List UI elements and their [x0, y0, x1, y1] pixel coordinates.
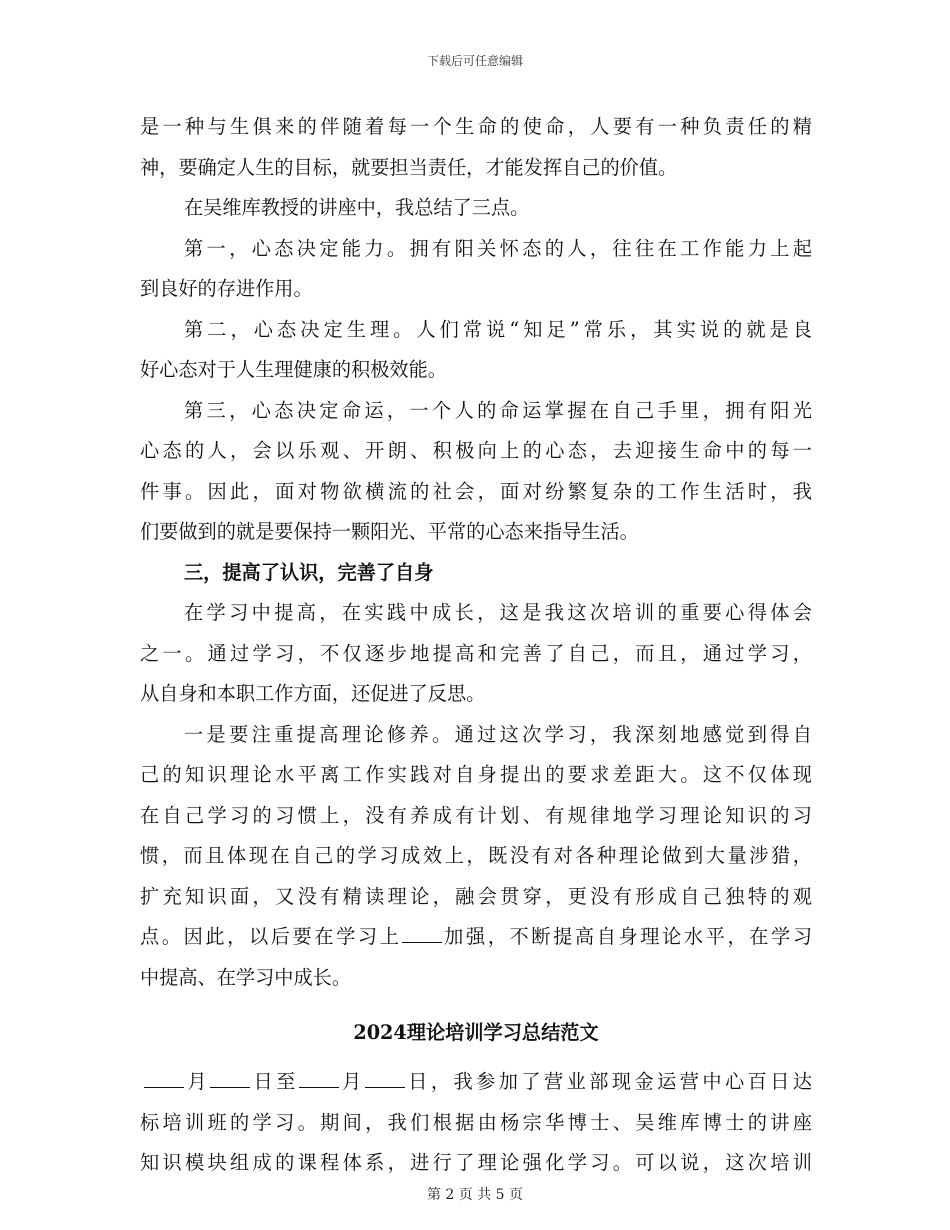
date-line — [140, 1062, 812, 1103]
text-line-with-blank — [140, 917, 812, 958]
text-line: 是一种与生俱来的伴随着每一个生命的使命，人要有一种负责任的精 — [140, 115, 812, 138]
fill-in-blank — [365, 1071, 405, 1088]
section-title: 2024理论培训学习总结范文 — [353, 1021, 599, 1044]
text-line: 在学习中提高，在实践中成长，这是我这次培训的重要心得体会 — [184, 601, 812, 624]
text-segment: 月 — [184, 1070, 211, 1093]
fill-in-blank — [402, 926, 442, 943]
text-segment: 月 — [338, 1070, 365, 1093]
text-line: 标培训班的学习。期间，我们根据由杨宗华博士、吴维库博士的讲座 — [140, 1110, 812, 1134]
page-footer: 第 2 页 共 5 页 — [426, 1187, 524, 1203]
fill-in-blank — [210, 1071, 250, 1088]
text-line: 之一。通过学习，不仅逐步地提高和完善了自己，而且，通过学习， — [140, 641, 812, 665]
text-line: 己的知识理论水平离工作实践对自身提出的要求差距大。这不仅体现 — [140, 763, 812, 786]
text-line: 到良好的存进作用。 — [140, 277, 313, 300]
text-line: 第二，心态决定生理。人们常说“知足”常乐，其实说的就是良 — [184, 317, 812, 341]
text-line: 心态的人，会以乐观、开朗、积极向上的心态，去迎接生命中的每一 — [140, 439, 812, 462]
text-line: 们要做到的就是要保持一颗阳光、平常的心态来指导生活。 — [140, 520, 639, 543]
text-line: 件事。因此，面对物欲横流的社会，面对纷繁复杂的工作生活时，我 — [140, 479, 812, 503]
text-line: 知识模块组成的课程体系，进行了理论强化学习。可以说，这次培训 — [140, 1151, 812, 1174]
section-heading: 三，提高了认识，完善了自身 — [184, 560, 434, 584]
text-segment: 加强，不断提高自身理论水平，在学习 — [441, 925, 813, 948]
text-segment: 日至 — [250, 1070, 299, 1093]
text-line: 从自身和本职工作方面，还促进了反思。 — [140, 682, 486, 705]
spacer — [140, 1052, 812, 1062]
text-line: 在吴维库教授的讲座中，我总结了三点。 — [184, 196, 530, 219]
text-line: 神，要确定人生的目标，就要担当责任，才能发挥自己的价值。 — [140, 155, 678, 179]
fill-in-blank — [144, 1071, 184, 1088]
text-line: 第三，心态决定命运，一个人的命运掌握在自己手里，拥有阳光 — [184, 398, 812, 422]
text-segment: 点。因此，以后要在学习上 — [140, 925, 402, 948]
page-header: 下载后可任意编辑 — [426, 54, 523, 68]
text-line: 在自己学习的习惯上，没有养成有计划、有规律地学习理论知识的习 — [140, 803, 812, 827]
text-segment: 日，我参加了营业部现金运营中心百日达 — [404, 1070, 813, 1093]
document-body — [140, 107, 812, 1184]
text-line: 中提高、在学习中成长。 — [140, 965, 352, 989]
fill-in-blank — [299, 1071, 339, 1088]
text-line: 扩充知识面，又没有精读理论，融会贯穿，更没有形成自己独特的观 — [140, 884, 812, 908]
text-line: 第一，心态决定能力。拥有阳关怀态的人，往往在工作能力上起 — [184, 236, 812, 260]
text-line: 惯，而且体现在自己的学习成效上，既没有对各种理论做到大量涉猎， — [140, 844, 812, 867]
text-line: 一是要注重提高理论修养。通过这次学习，我深刻地感觉到得自 — [184, 722, 812, 746]
text-line: 好心态对于人生理健康的积极效能。 — [140, 358, 447, 381]
